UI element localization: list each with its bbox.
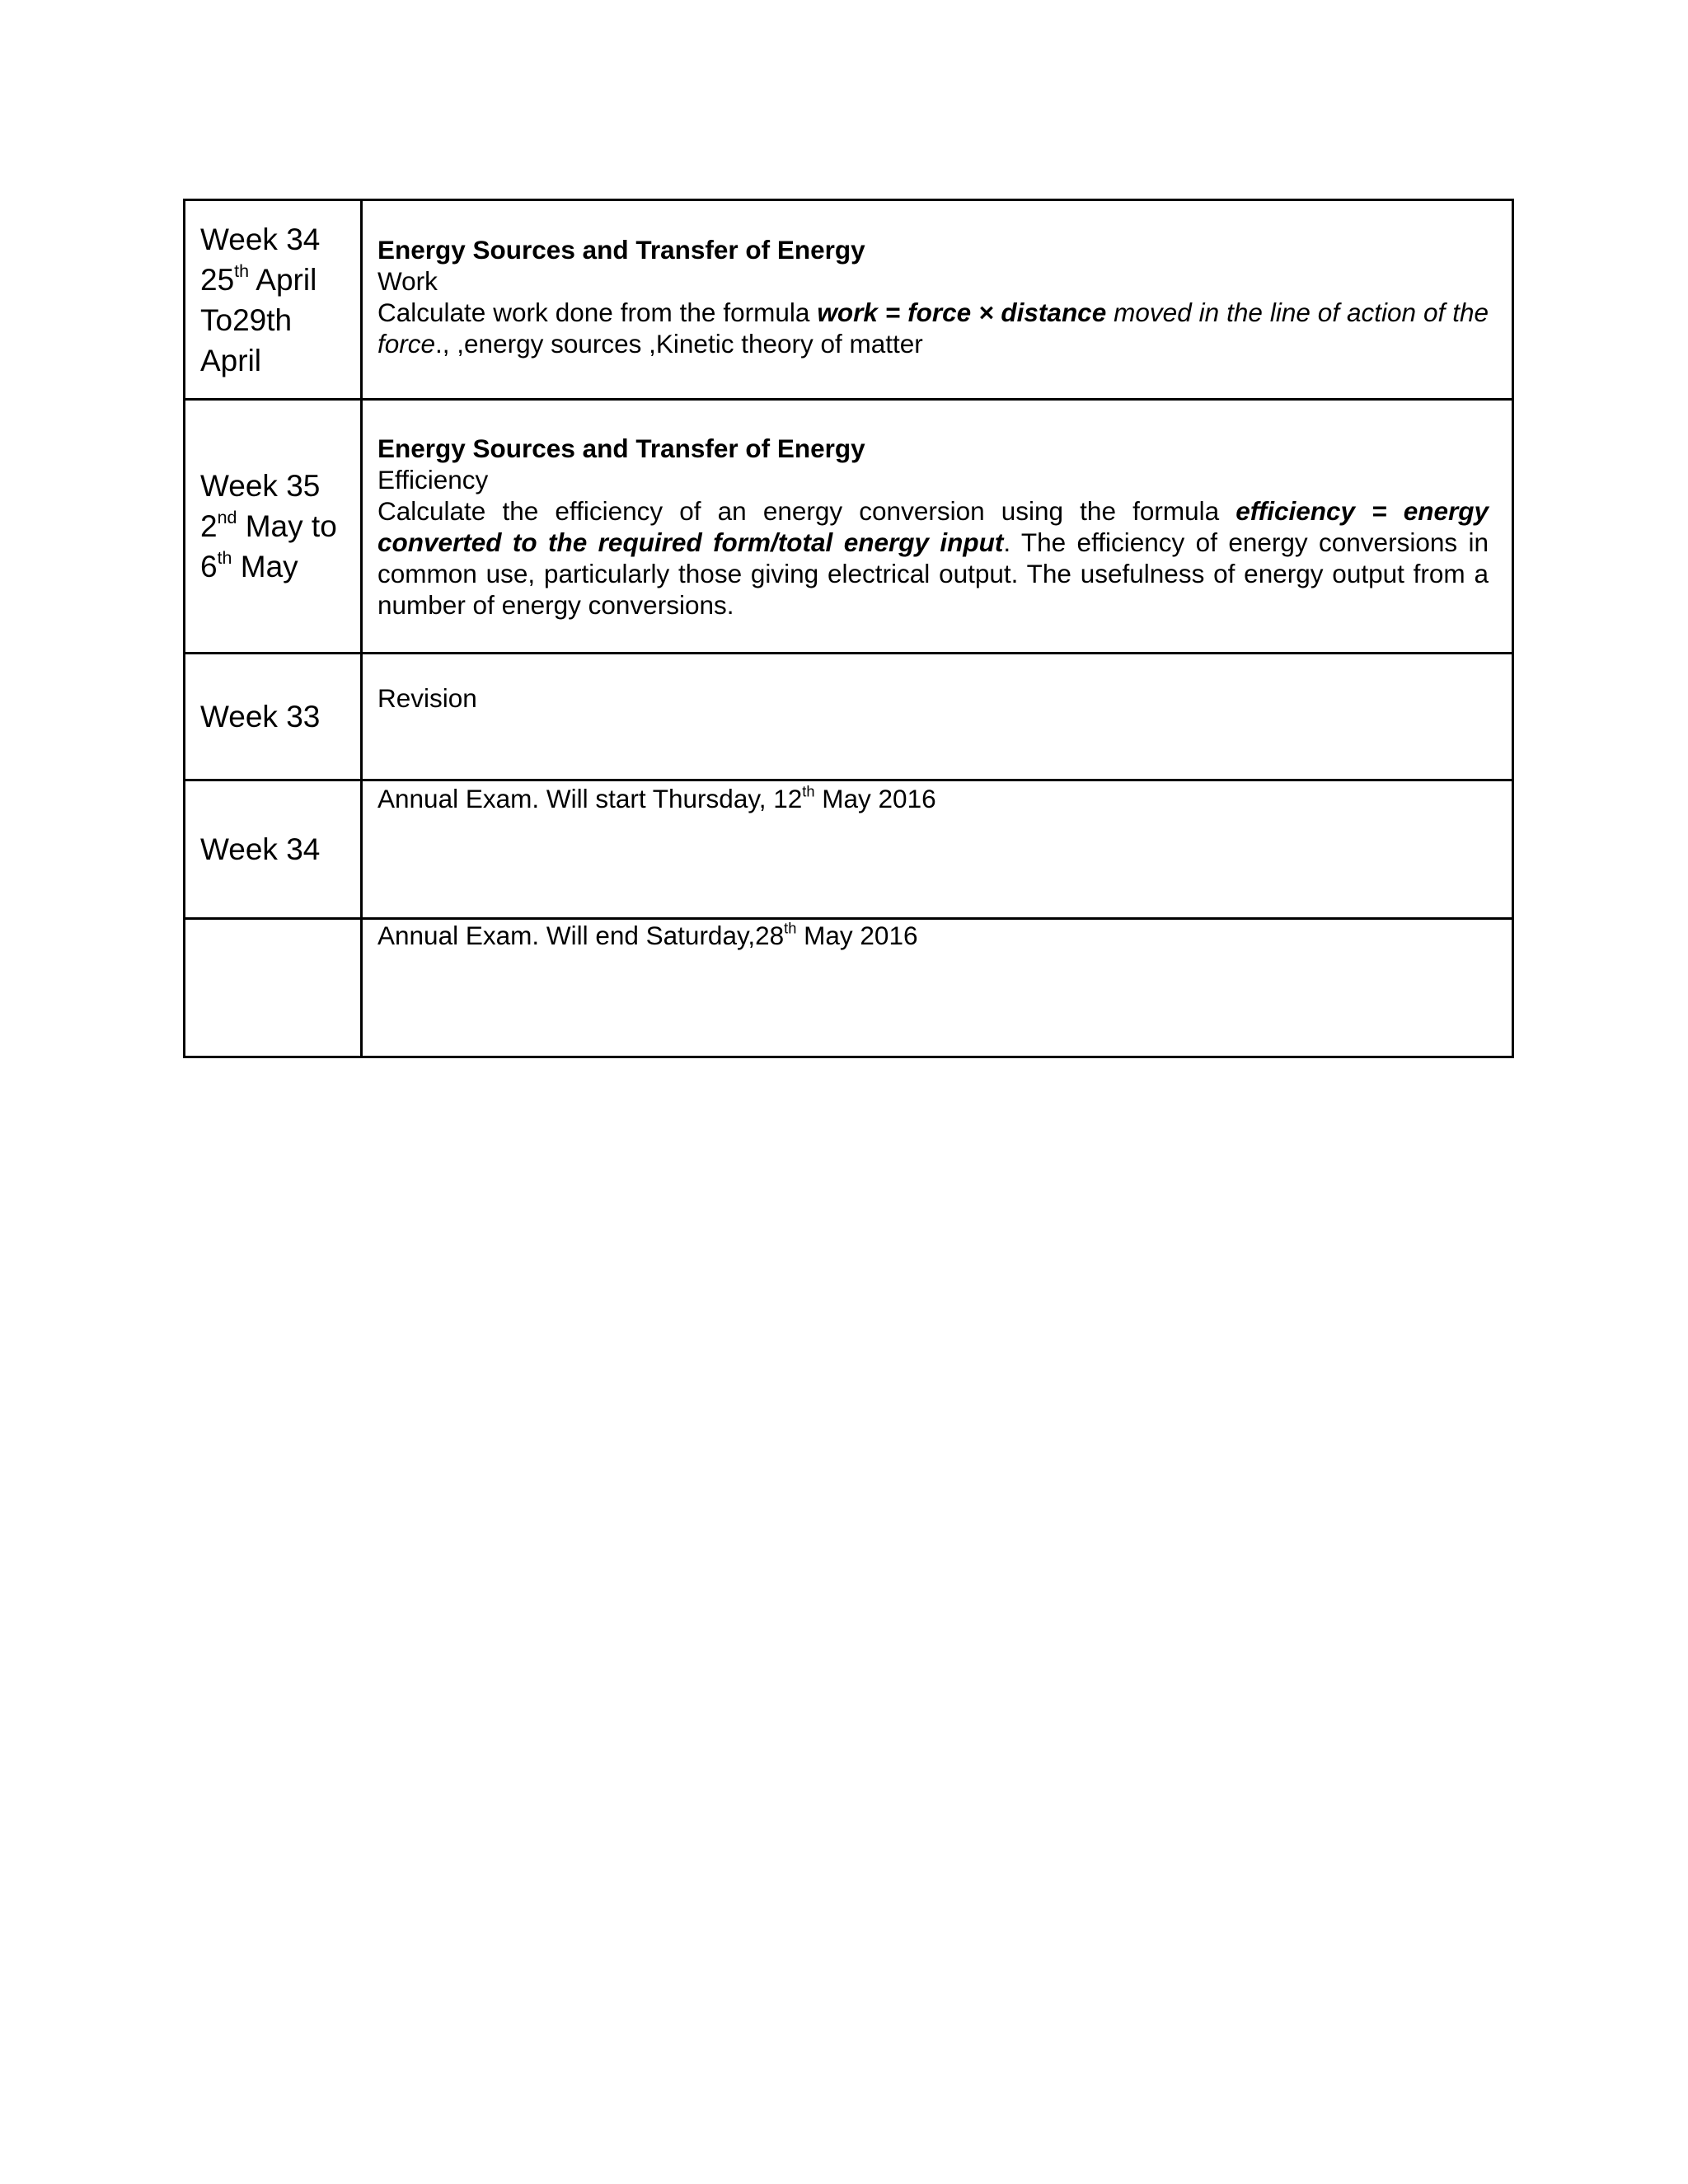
week-date: 25th April [200,260,317,297]
week-label: Week 34 [200,832,321,866]
topic-description: Calculate work done from the formula work = force × distance moved in the line of action of the force., ,energy sources ,Kinetic theory of matter [377,298,1489,359]
topic-cell [362,200,1513,400]
table-row [185,654,1513,780]
topic-cell [362,400,1513,654]
week-cell [185,919,362,1057]
table-row [185,919,1513,1057]
week-label: Week 35 [200,469,321,503]
topic-cell [362,654,1513,780]
week-label: Week 34 [200,222,321,256]
topic-subtitle: Efficiency [377,464,489,494]
week-label: Week 33 [200,700,321,733]
formula: efficiency = energy converted to the required form/total energy input [377,495,1489,557]
week-cell [185,200,362,400]
topic-subtitle: Work [377,266,438,296]
weekly-schedule-table [183,199,1514,1058]
week-date: 2nd May to [200,507,337,543]
topic-cell [362,780,1513,919]
week-date: April [200,343,262,377]
topic-description: Calculate the efficiency of an energy conversion using the formula efficiency = energy converted to the required form/total energy input. The efficiency of energy conversions in common use, particularly those giving electrical output. The usefulness of energy output from a number of energy conversions. [377,495,1489,620]
week-cell [185,654,362,780]
table-row [185,400,1513,654]
week-cell [185,780,362,919]
topic-cell [362,919,1513,1057]
formula: work = force × distance [817,298,1107,327]
table-row [185,780,1513,919]
table-row [185,200,1513,400]
week-cell [185,400,362,654]
week-date: To29th [200,302,293,337]
topic-title: Energy Sources and Transfer of Energy [377,235,865,265]
week-date: 6th May [200,547,298,583]
topic-text: Annual Exam. Will start Thursday, 12th May 2016 [377,782,936,813]
topic-title: Energy Sources and Transfer of Energy [377,433,865,463]
topic-text: Revision [377,683,477,713]
topic-text: Annual Exam. Will end Saturday,28th May 2016 [377,919,918,950]
